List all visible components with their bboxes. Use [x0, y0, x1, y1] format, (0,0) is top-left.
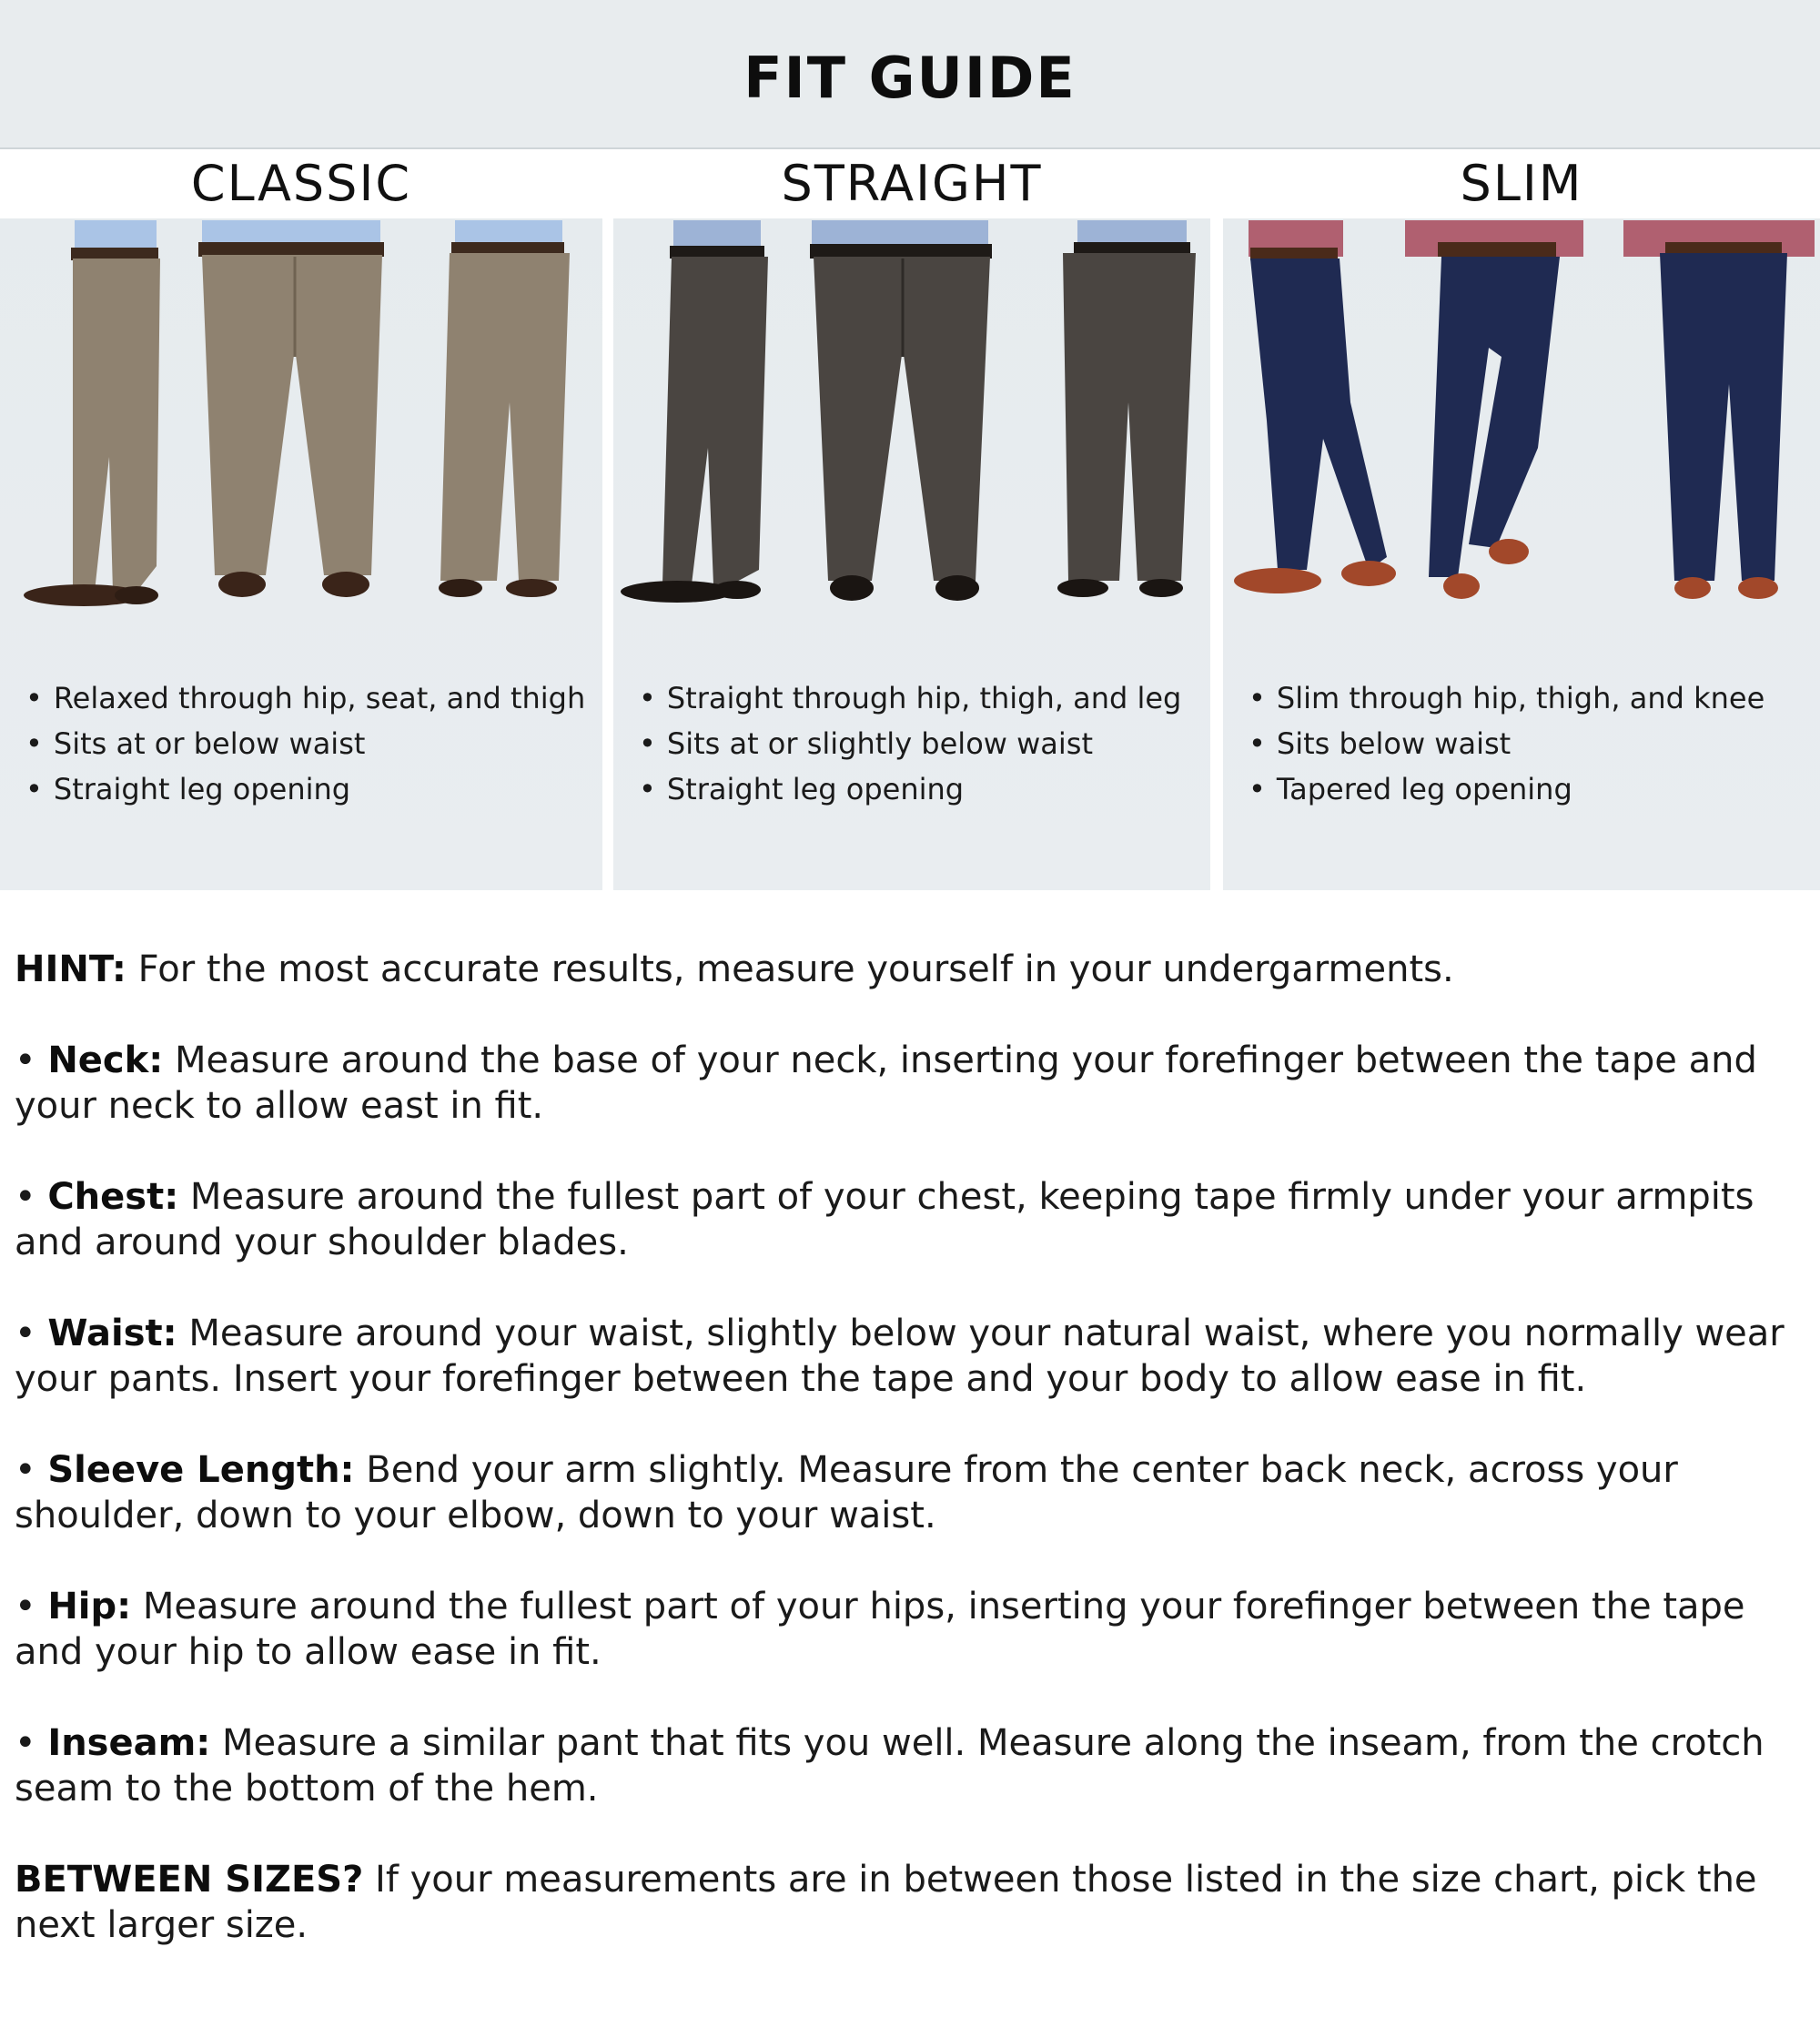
between-sizes-text: If your measurements are in between those listed in the size chart, pick the next larger size. — [15, 1859, 1757, 1946]
measurement-text: Measure around your waist, slightly below your natural waist, where you normally wear your pants. Insert your forefinger between the tape and your body to allow ease in fit. — [15, 1313, 1785, 1400]
page-header — [0, 0, 1820, 149]
bullet-marker: • — [15, 1313, 48, 1354]
bullet-marker: • — [15, 1586, 48, 1627]
hint-paragraph — [15, 947, 1809, 992]
measurement-text: Measure a similar pant that fits you well. Measure along the inseam, from the crotch seam to the bottom of the hem. — [15, 1722, 1764, 1810]
pant-figure-front — [1405, 220, 1583, 599]
measurement-instructions — [15, 947, 1809, 1993]
between-sizes-label: BETWEEN SIZES? — [15, 1859, 364, 1901]
fit-title-slim: SLIM — [1223, 149, 1820, 218]
measurement-label: Neck: — [47, 1039, 164, 1081]
fit-bullet: • Relaxed through hip, seat, and thigh — [25, 675, 595, 721]
measurement-sleeve-length — [15, 1447, 1809, 1538]
fit-bullets-classic — [25, 675, 595, 812]
pant-figure-front — [198, 220, 384, 597]
bullet-marker: • — [15, 1449, 48, 1491]
measurement-hip — [15, 1584, 1809, 1675]
hint-label: HINT: — [15, 948, 126, 990]
measurement-label: Sleeve Length: — [47, 1449, 355, 1491]
fit-bullet: • Slim through hip, thigh, and knee — [1249, 675, 1813, 721]
fit-bullet: • Sits below waist — [1249, 721, 1813, 766]
bullet-marker: • — [15, 1722, 48, 1764]
fit-title-straight: STRAIGHT — [613, 149, 1210, 218]
measurement-text: Measure around the fullest part of your hips, inserting your forefinger between the tape and your hip to allow ease in fit. — [15, 1586, 1745, 1673]
pant-figure-front — [810, 220, 992, 601]
fit-bullet: • Straight through hip, thigh, and leg — [639, 675, 1203, 721]
between-sizes-paragraph — [15, 1857, 1809, 1948]
pant-figure-back — [1057, 220, 1196, 597]
fit-bullets-slim — [1249, 675, 1813, 812]
bullet-marker: • — [15, 1176, 48, 1218]
measurement-label: Inseam: — [47, 1722, 211, 1764]
fit-bullet: • Straight leg opening — [25, 766, 595, 812]
pant-figure-back — [1623, 220, 1815, 599]
fit-panel-slim — [1223, 149, 1820, 890]
fit-title-classic: CLASSIC — [0, 149, 602, 218]
measurement-chest — [15, 1174, 1809, 1265]
measurement-waist — [15, 1311, 1809, 1402]
measurement-text: Measure around the base of your neck, inserting your forefinger between the tape and your neck to allow east in fit. — [15, 1039, 1757, 1127]
measurement-label: Waist: — [47, 1313, 177, 1354]
fit-bullet: • Sits at or below waist — [25, 721, 595, 766]
pant-figure-back — [439, 220, 570, 597]
measurement-text: Measure around the fullest part of your chest, keeping tape firmly under your armpits and around your shoulder blades. — [15, 1176, 1754, 1263]
measurement-label: Hip: — [47, 1586, 132, 1627]
hint-text: For the most accurate results, measure yourself in your undergarments. — [126, 948, 1454, 990]
fit-panel-straight — [613, 149, 1210, 890]
pant-figure-side — [24, 220, 160, 606]
page-title: FIT GUIDE — [743, 44, 1077, 111]
measurement-neck — [15, 1038, 1809, 1129]
fit-bullets-straight — [639, 675, 1203, 812]
fit-bullet: • Straight leg opening — [639, 766, 1203, 812]
fit-bullet: • Sits at or slightly below waist — [639, 721, 1203, 766]
fit-bullet: • Tapered leg opening — [1249, 766, 1813, 812]
fit-panel-classic — [0, 149, 602, 890]
pant-figure-side — [1234, 220, 1396, 593]
measurement-text: Bend your arm slightly. Measure from the center back neck, across your shoulder, down to your elbow, down to your waist. — [15, 1449, 1678, 1536]
bullet-marker: • — [15, 1039, 48, 1081]
measurement-inseam — [15, 1720, 1809, 1811]
measurement-label: Chest: — [47, 1176, 179, 1218]
pant-figure-side — [621, 220, 768, 603]
